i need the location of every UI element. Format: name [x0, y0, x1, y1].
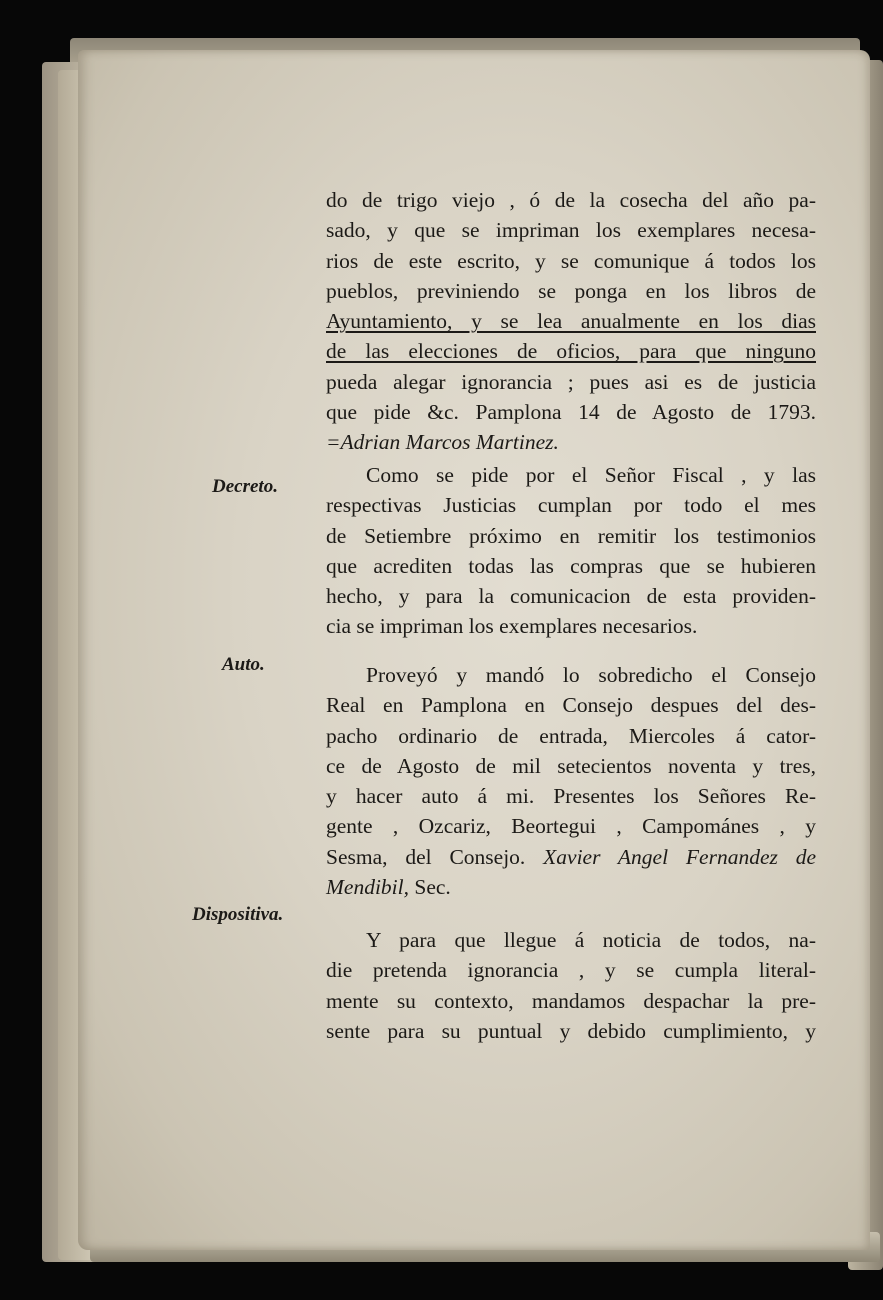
text-line: de Setiembre próximo en remitir los testimonios	[326, 523, 816, 548]
text-line: gente , Ozcariz, Beortegui , Campománes , y	[326, 814, 816, 839]
decreto-label: Decreto.	[212, 476, 278, 497]
text-line: do de trigo viejo , ó de la cosecha del año pa-	[326, 188, 816, 212]
text-line: cia se impriman los exemplares necesarios.	[326, 614, 698, 639]
text-line-mixed	[326, 842, 816, 872]
text-line: y hacer auto á mi. Presentes los Señores Re-	[326, 784, 816, 809]
text-line: Real en Pamplona en Consejo despues del des-	[326, 693, 816, 718]
text-line: ce de Agosto de mil setecientos noventa y tres,	[326, 753, 816, 778]
text-line-underlined: de las elecciones de oficios, para que ninguno	[326, 339, 816, 364]
text-span: Sesma, del Consejo.	[326, 844, 526, 869]
secretary-surname-span: Mendibil,	[326, 875, 409, 900]
signature-line: =Adrian Marcos Martinez.	[326, 430, 559, 455]
text-line: Como se pide por el Señor Fiscal , y las	[366, 463, 816, 487]
text-line: Proveyó y mandó lo sobredicho el Consejo	[366, 663, 816, 687]
text-line: pueblos, previniendo se ponga en los libros de	[326, 278, 816, 303]
auto-block	[326, 660, 816, 902]
text-line-underlined: Ayuntamiento, y se lea anualmente en los dias	[326, 309, 816, 334]
text-line: mente su contexto, mandamos despachar la pre-	[326, 988, 816, 1013]
text-line: rios de este escrito, y se comunique á todos los	[326, 248, 816, 273]
text-line: respectivas Justicias cumplan por todo el mes	[326, 493, 816, 518]
text-line: Y para que llegue á noticia de todos, na-	[366, 928, 816, 952]
dispositiva-label: Dispositiva.	[192, 904, 284, 925]
text-span: Sec.	[414, 875, 451, 900]
decreto-block	[326, 460, 816, 642]
secretary-name-span: Xavier Angel Fernandez de	[543, 844, 816, 869]
fiscal-request-block	[326, 185, 816, 458]
text-line: hecho, y para la comunicacion de esta providen-	[326, 584, 816, 609]
dispositiva-block	[326, 925, 816, 1046]
text-line: sado, y que se impriman los exemplares necesa-	[326, 218, 816, 243]
auto-label: Auto.	[222, 654, 265, 675]
text-line-mixed	[326, 872, 816, 902]
text-line: que pide &c. Pamplona 14 de Agosto de 1793.	[326, 400, 816, 425]
text-line: sente para su puntual y debido cumplimiento, y	[326, 1018, 816, 1043]
text-line: pacho ordinario de entrada, Miercoles á cator-	[326, 723, 816, 748]
text-line: que acrediten todas las compras que se hubieren	[326, 553, 816, 578]
text-line: die pretenda ignorancia , y se cumpla literal-	[326, 958, 816, 983]
text-line: pueda alegar ignorancia ; pues asi es de justicia	[326, 369, 816, 394]
